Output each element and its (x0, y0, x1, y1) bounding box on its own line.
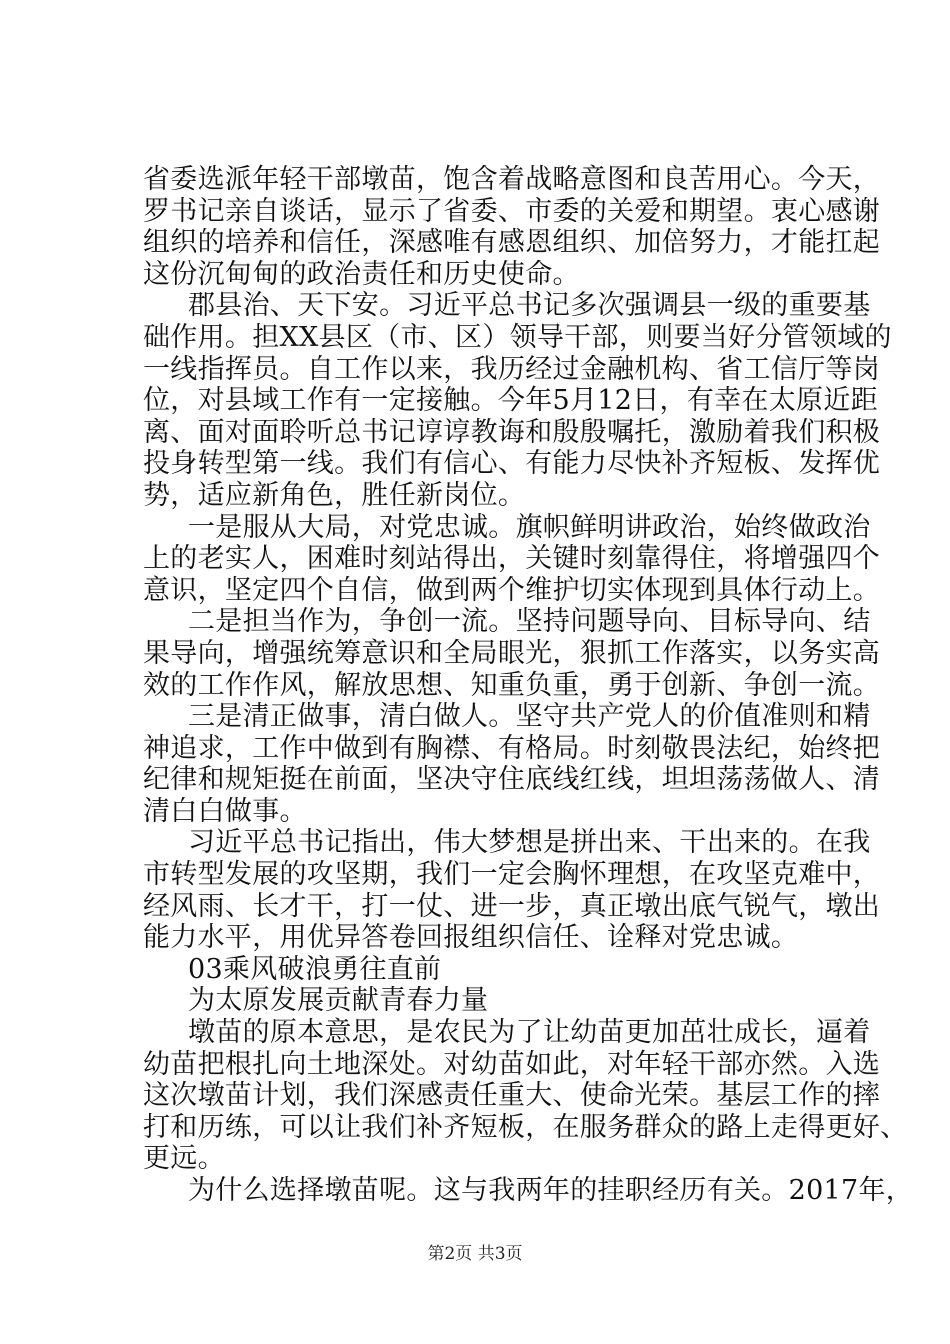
text-line: 为太原发展贡献青春力量 (188, 985, 489, 1017)
text-line: 这份沉甸甸的政治责任和历史使命。 (143, 258, 580, 290)
text-line: 能力水平，用优异答卷回报组织信任、诠释对党忠诚。 (143, 922, 799, 954)
text-line: 果导向，增强统筹意识和全局眼光，狠抓工作落实，以务实高 (143, 637, 881, 669)
text-line: 市转型发展的攻坚期，我们一定会胸怀理想，在攻坚克难中， (143, 859, 881, 891)
text-line: 离、面对面聆听总书记谆谆教诲和殷殷嘱托，激励着我们积极 (143, 416, 881, 448)
text-line: 效的工作作风，解放思想、知重负重，勇于创新、争创一流。 (143, 669, 881, 701)
text-line: 03乘风破浪勇往直前 (188, 953, 442, 985)
page-footer (0, 1239, 950, 1264)
text-line: 三是清正做事，清白做人。坚守共产党人的价值准则和精 (188, 701, 871, 733)
text-line: 为什么选择墩苗呢。这与我两年的挂职经历有关。2017年， (188, 1175, 914, 1206)
text-line: 势，适应新角色，胜任新岗位。 (143, 479, 526, 511)
text-line: 一是服从大局，对党忠诚。旗帜鲜明讲政治，始终做政治 (188, 511, 871, 543)
text-line: 幼苗把根扎向土地深处。对幼苗如此，对年轻干部亦然。入选 (143, 1048, 881, 1080)
text-line: 习近平总书记指出，伟大梦想是拼出来、干出来的。在我 (188, 827, 871, 859)
text-line: 纪律和规矩挺在前面，坚决守住底线红线，坦坦荡荡做人、清 (143, 764, 881, 796)
text-line: 意识，坚定四个自信，做到两个维护切实体现到具体行动上。 (143, 574, 881, 606)
text-line: 投身转型第一线。我们有信心、有能力尽快补齐短板、发挥优 (143, 448, 881, 480)
text-line: 一线指挥员。自工作以来，我历经过金融机构、省工信厅等岗 (143, 353, 881, 385)
text-line: 经风雨、长才干，打一仗、进一步，真正墩出底气锐气，墩出 (143, 890, 881, 922)
page-number-label: 第2页 共3页 (427, 1244, 523, 1264)
text-line: 这次墩苗计划，我们深感责任重大、使命光荣。基层工作的摔 (143, 1080, 881, 1112)
text-line: 墩苗的原本意思，是农民为了让幼苗更加茁壮成长，逼着 (188, 1017, 871, 1049)
text-line: 打和历练，可以让我们补齐短板，在服务群众的路上走得更好、 (143, 1111, 908, 1143)
text-line: 罗书记亲自谈话，显示了省委、市委的关爱和期望。衷心感谢 (143, 195, 881, 227)
text-line: 位，对县域工作有一定接触。今年5月12日，有幸在太原近距 (143, 385, 878, 417)
text-line: 础作用。担XX县区（市、区）领导干部，则要当好分管领域的 (143, 321, 892, 353)
text-line: 郡县治、天下安。习近平总书记多次强调县一级的重要基 (188, 290, 871, 322)
text-line: 更远。 (143, 1143, 225, 1175)
text-line: 清白白做事。 (143, 795, 307, 827)
text-line: 省委选派年轻干部墩苗，饱含着战略意图和良苦用心。今天， (143, 164, 881, 195)
text-line: 二是担当作为，争创一流。坚持问题导向、目标导向、结 (188, 606, 871, 638)
text-line: 组织的培养和信任，深感唯有感恩组织、加倍努力，才能扛起 (143, 227, 881, 259)
text-line: 上的老实人，困难时刻站得出，关键时刻靠得住，将增强四个 (143, 543, 881, 575)
document-body (143, 164, 914, 1207)
text-line: 神追求，工作中做到有胸襟、有格局。时刻敬畏法纪，始终把 (143, 732, 881, 764)
